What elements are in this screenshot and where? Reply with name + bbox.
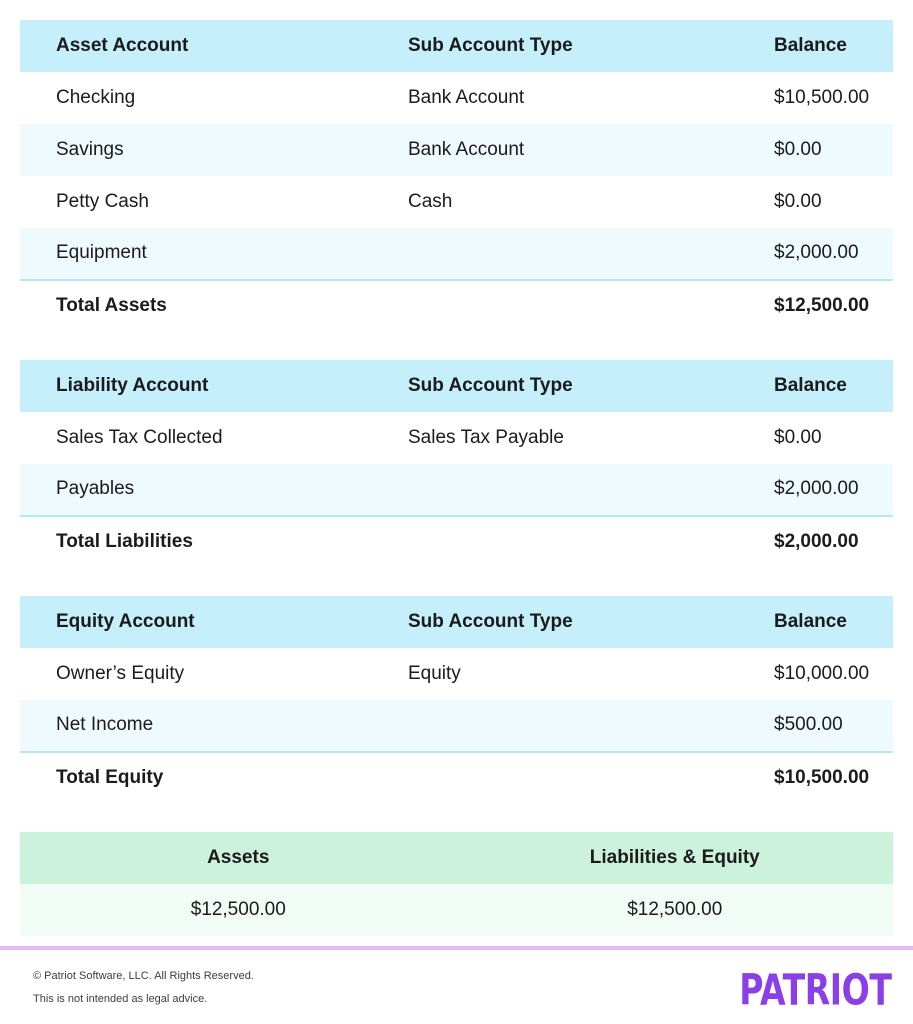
equity-total-spacer bbox=[372, 752, 738, 804]
liability-sub-type bbox=[372, 464, 738, 516]
assets-header-balance: Balance bbox=[738, 20, 893, 72]
assets-table bbox=[20, 20, 893, 332]
summary-liabilities-equity-total: $12,500.00 bbox=[457, 884, 894, 936]
equity-balance: $500.00 bbox=[738, 700, 893, 752]
equity-balance: $10,000.00 bbox=[738, 648, 893, 700]
equity-total-label: Total Equity bbox=[20, 752, 372, 804]
table-row bbox=[20, 700, 893, 752]
liability-balance: $0.00 bbox=[738, 412, 893, 464]
liability-account-name: Payables bbox=[20, 464, 372, 516]
asset-account-name: Savings bbox=[20, 124, 372, 176]
equity-sub-type: Equity bbox=[372, 648, 738, 700]
table-row bbox=[20, 412, 893, 464]
assets-header-account: Asset Account bbox=[20, 20, 372, 72]
equity-total-row bbox=[20, 752, 893, 804]
liability-balance: $2,000.00 bbox=[738, 464, 893, 516]
disclaimer-text: This is not intended as legal advice. bbox=[33, 992, 208, 1005]
summary-value-row bbox=[20, 884, 893, 936]
equity-account-name: Owner’s Equity bbox=[20, 648, 372, 700]
asset-sub-type: Bank Account bbox=[372, 124, 738, 176]
table-row bbox=[20, 228, 893, 280]
asset-balance: $2,000.00 bbox=[738, 228, 893, 280]
asset-sub-type: Bank Account bbox=[372, 72, 738, 124]
liabilities-total-spacer bbox=[372, 516, 738, 568]
assets-total-label: Total Assets bbox=[20, 280, 372, 332]
liabilities-header-balance: Balance bbox=[738, 360, 893, 412]
asset-account-name: Equipment bbox=[20, 228, 372, 280]
equity-header-sub-type: Sub Account Type bbox=[372, 596, 738, 648]
liability-sub-type: Sales Tax Payable bbox=[372, 412, 738, 464]
asset-balance: $0.00 bbox=[738, 124, 893, 176]
equity-account-name: Net Income bbox=[20, 700, 372, 752]
liabilities-total-value: $2,000.00 bbox=[738, 516, 893, 568]
liabilities-total-label: Total Liabilities bbox=[20, 516, 372, 568]
equity-header-row bbox=[20, 596, 893, 648]
liabilities-table bbox=[20, 360, 893, 568]
asset-account-name: Petty Cash bbox=[20, 176, 372, 228]
equity-sub-type bbox=[372, 700, 738, 752]
table-row bbox=[20, 464, 893, 516]
assets-header-row bbox=[20, 20, 893, 72]
table-row bbox=[20, 176, 893, 228]
assets-total-value: $12,500.00 bbox=[738, 280, 893, 332]
summary-table bbox=[20, 832, 893, 936]
table-row bbox=[20, 648, 893, 700]
assets-header-sub-type: Sub Account Type bbox=[372, 20, 738, 72]
liability-account-name: Sales Tax Collected bbox=[20, 412, 372, 464]
footer-legal-text bbox=[33, 968, 254, 1007]
summary-header-assets: Assets bbox=[20, 832, 457, 884]
summary-header-row bbox=[20, 832, 893, 884]
table-row bbox=[20, 124, 893, 176]
section-gap bbox=[20, 568, 893, 596]
liabilities-total-row bbox=[20, 516, 893, 568]
section-gap bbox=[20, 332, 893, 360]
asset-sub-type bbox=[372, 228, 738, 280]
equity-table bbox=[20, 596, 893, 804]
equity-header-account: Equity Account bbox=[20, 596, 372, 648]
assets-total-spacer bbox=[372, 280, 738, 332]
asset-balance: $10,500.00 bbox=[738, 72, 893, 124]
asset-account-name: Checking bbox=[20, 72, 372, 124]
asset-balance: $0.00 bbox=[738, 176, 893, 228]
equity-header-balance: Balance bbox=[738, 596, 893, 648]
table-row bbox=[20, 72, 893, 124]
liabilities-header-sub-type: Sub Account Type bbox=[372, 360, 738, 412]
equity-total-value: $10,500.00 bbox=[738, 752, 893, 804]
patriot-logo: PATRIOT bbox=[738, 966, 891, 1016]
copyright-text: © Patriot Software, LLC. All Rights Reserved. bbox=[33, 970, 254, 982]
liabilities-header-account: Liability Account bbox=[20, 360, 372, 412]
assets-total-row bbox=[20, 280, 893, 332]
page-footer bbox=[0, 950, 913, 1024]
asset-sub-type: Cash bbox=[372, 176, 738, 228]
summary-header-liabilities-equity: Liabilities & Equity bbox=[457, 832, 894, 884]
liabilities-header-row bbox=[20, 360, 893, 412]
summary-assets-total: $12,500.00 bbox=[20, 884, 457, 936]
